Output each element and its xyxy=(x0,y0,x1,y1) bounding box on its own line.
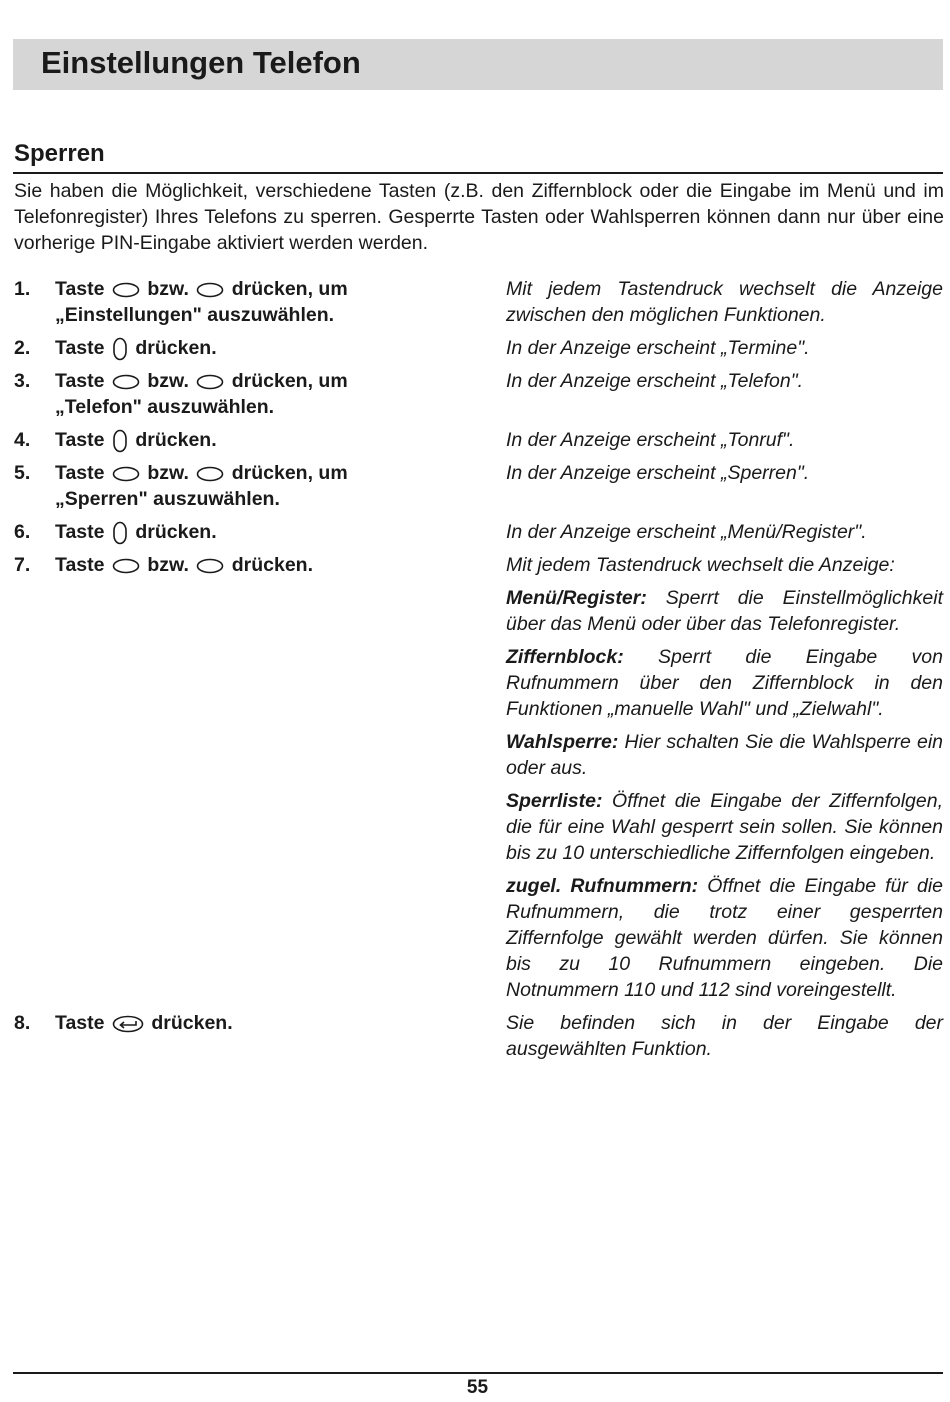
intro-paragraph: Sie haben die Möglichkeit, verschiedene Tasten (z.B. den Ziffernblock oder die Eingabe im Menü und im Telefonregister) Ihres Telefons zu sperren. Gesperrte Tasten oder Wahlsperren können dann nur über eine vorherige PIN-Eingabe aktiviert werden werden. xyxy=(14,180,944,254)
step-description: In der Anzeige erscheint „Tonruf". xyxy=(506,429,795,451)
oval-key-icon xyxy=(196,374,224,390)
step-row xyxy=(14,519,944,545)
step-number: 2. xyxy=(14,337,31,359)
step-row xyxy=(14,552,944,1003)
step-number: 8. xyxy=(14,1012,31,1034)
step-number: 4. xyxy=(14,429,31,451)
oval-key-icon xyxy=(112,466,140,482)
step-description: In der Anzeige erscheint „Telefon". xyxy=(506,370,804,392)
vertical-key-icon xyxy=(112,521,128,545)
step-row xyxy=(14,460,944,512)
step-description: Mit jedem Tastendruck wechselt die Anzeige zwischen den möglichen Funktionen. xyxy=(506,278,943,326)
oval-key-icon xyxy=(112,374,140,390)
option-term: zugel. Rufnummern: xyxy=(506,875,699,897)
step-row xyxy=(14,1010,944,1062)
option-term: Ziffernblock: xyxy=(506,646,624,668)
step-number: 1. xyxy=(14,278,31,300)
steps-list xyxy=(14,276,944,1069)
section-divider xyxy=(13,172,943,174)
step-instruction: Taste bzw. drücken, um „Telefon" auszuwählen. xyxy=(55,370,348,418)
footer-divider xyxy=(13,1372,943,1374)
step-description: Sie befinden sich in der Eingabe der ausgewählten Funktion. xyxy=(506,1012,943,1060)
step-number: 3. xyxy=(14,370,31,392)
step-description: In der Anzeige erscheint „Termine". xyxy=(506,337,810,359)
step-description: In der Anzeige erscheint „Menü/Register". xyxy=(506,521,867,543)
vertical-key-icon xyxy=(112,429,128,453)
oval-key-icon xyxy=(112,558,140,574)
oval-key-icon xyxy=(196,282,224,298)
option-menu-register: Menü/Register: Sperrt die Einstellmöglichkeit über das Menü oder über das Telefonregister. xyxy=(506,587,943,635)
vertical-key-icon xyxy=(112,337,128,361)
step-instruction: Taste bzw. drücken, um „Sperren" auszuwählen. xyxy=(55,462,348,510)
step-instruction: Taste bzw. drücken, um „Einstellungen" auszuwählen. xyxy=(55,278,348,326)
step-row xyxy=(14,276,944,328)
enter-arrow-key-icon xyxy=(112,1015,144,1033)
step-instruction: Taste drücken. xyxy=(55,521,217,543)
option-term: Menü/Register: xyxy=(506,587,647,609)
step-number: 6. xyxy=(14,521,31,543)
section-title: Sperren xyxy=(14,140,105,167)
step-description: In der Anzeige erscheint „Sperren". xyxy=(506,462,810,484)
option-sperrliste: Sperrliste: Öffnet die Eingabe der Ziffernfolgen, die für eine Wahl gesperrt sein sollen. Sie können bis zu 10 unterschiedliche Ziffernfolgen eingeben. xyxy=(506,790,943,864)
step-row xyxy=(14,368,944,420)
oval-key-icon xyxy=(112,282,140,298)
step-instruction: Taste drücken. xyxy=(55,337,217,359)
step-number: 5. xyxy=(14,462,31,484)
step-number: 7. xyxy=(14,554,31,576)
page-title: Einstellungen Telefon xyxy=(41,45,361,80)
option-zugel-rufnummern: zugel. Rufnummern: Öffnet die Eingabe für die Rufnummern, die trotz einer gesperrten Ziffernfolge gewählt werden dürfen. Sie können bis zu 10 Rufnummern eingeben. Die Notnummern 110 und 112 sind voreingestellt. xyxy=(506,875,943,1001)
option-term: Sperrliste: xyxy=(506,790,603,812)
step-description: Mit jedem Tastendruck wechselt die Anzeige: xyxy=(506,554,895,576)
step-row xyxy=(14,427,944,453)
option-wahlsperre: Wahlsperre: Hier schalten Sie die Wahlsperre ein oder aus. xyxy=(506,731,944,779)
step-instruction: Taste drücken. xyxy=(55,1012,233,1034)
step-row xyxy=(14,335,944,361)
step-instruction: Taste drücken. xyxy=(55,429,217,451)
option-ziffernblock: Ziffernblock: Sperrt die Eingabe von Rufnummern über den Ziffernblock in den Funktionen „manuelle Wahl" und „Zielwahl". xyxy=(506,646,943,720)
page-number: 55 xyxy=(466,1377,489,1398)
step-instruction: Taste bzw. drücken. xyxy=(55,554,313,576)
oval-key-icon xyxy=(196,466,224,482)
oval-key-icon xyxy=(196,558,224,574)
header-band xyxy=(13,39,943,90)
option-term: Wahlsperre: xyxy=(506,731,619,753)
